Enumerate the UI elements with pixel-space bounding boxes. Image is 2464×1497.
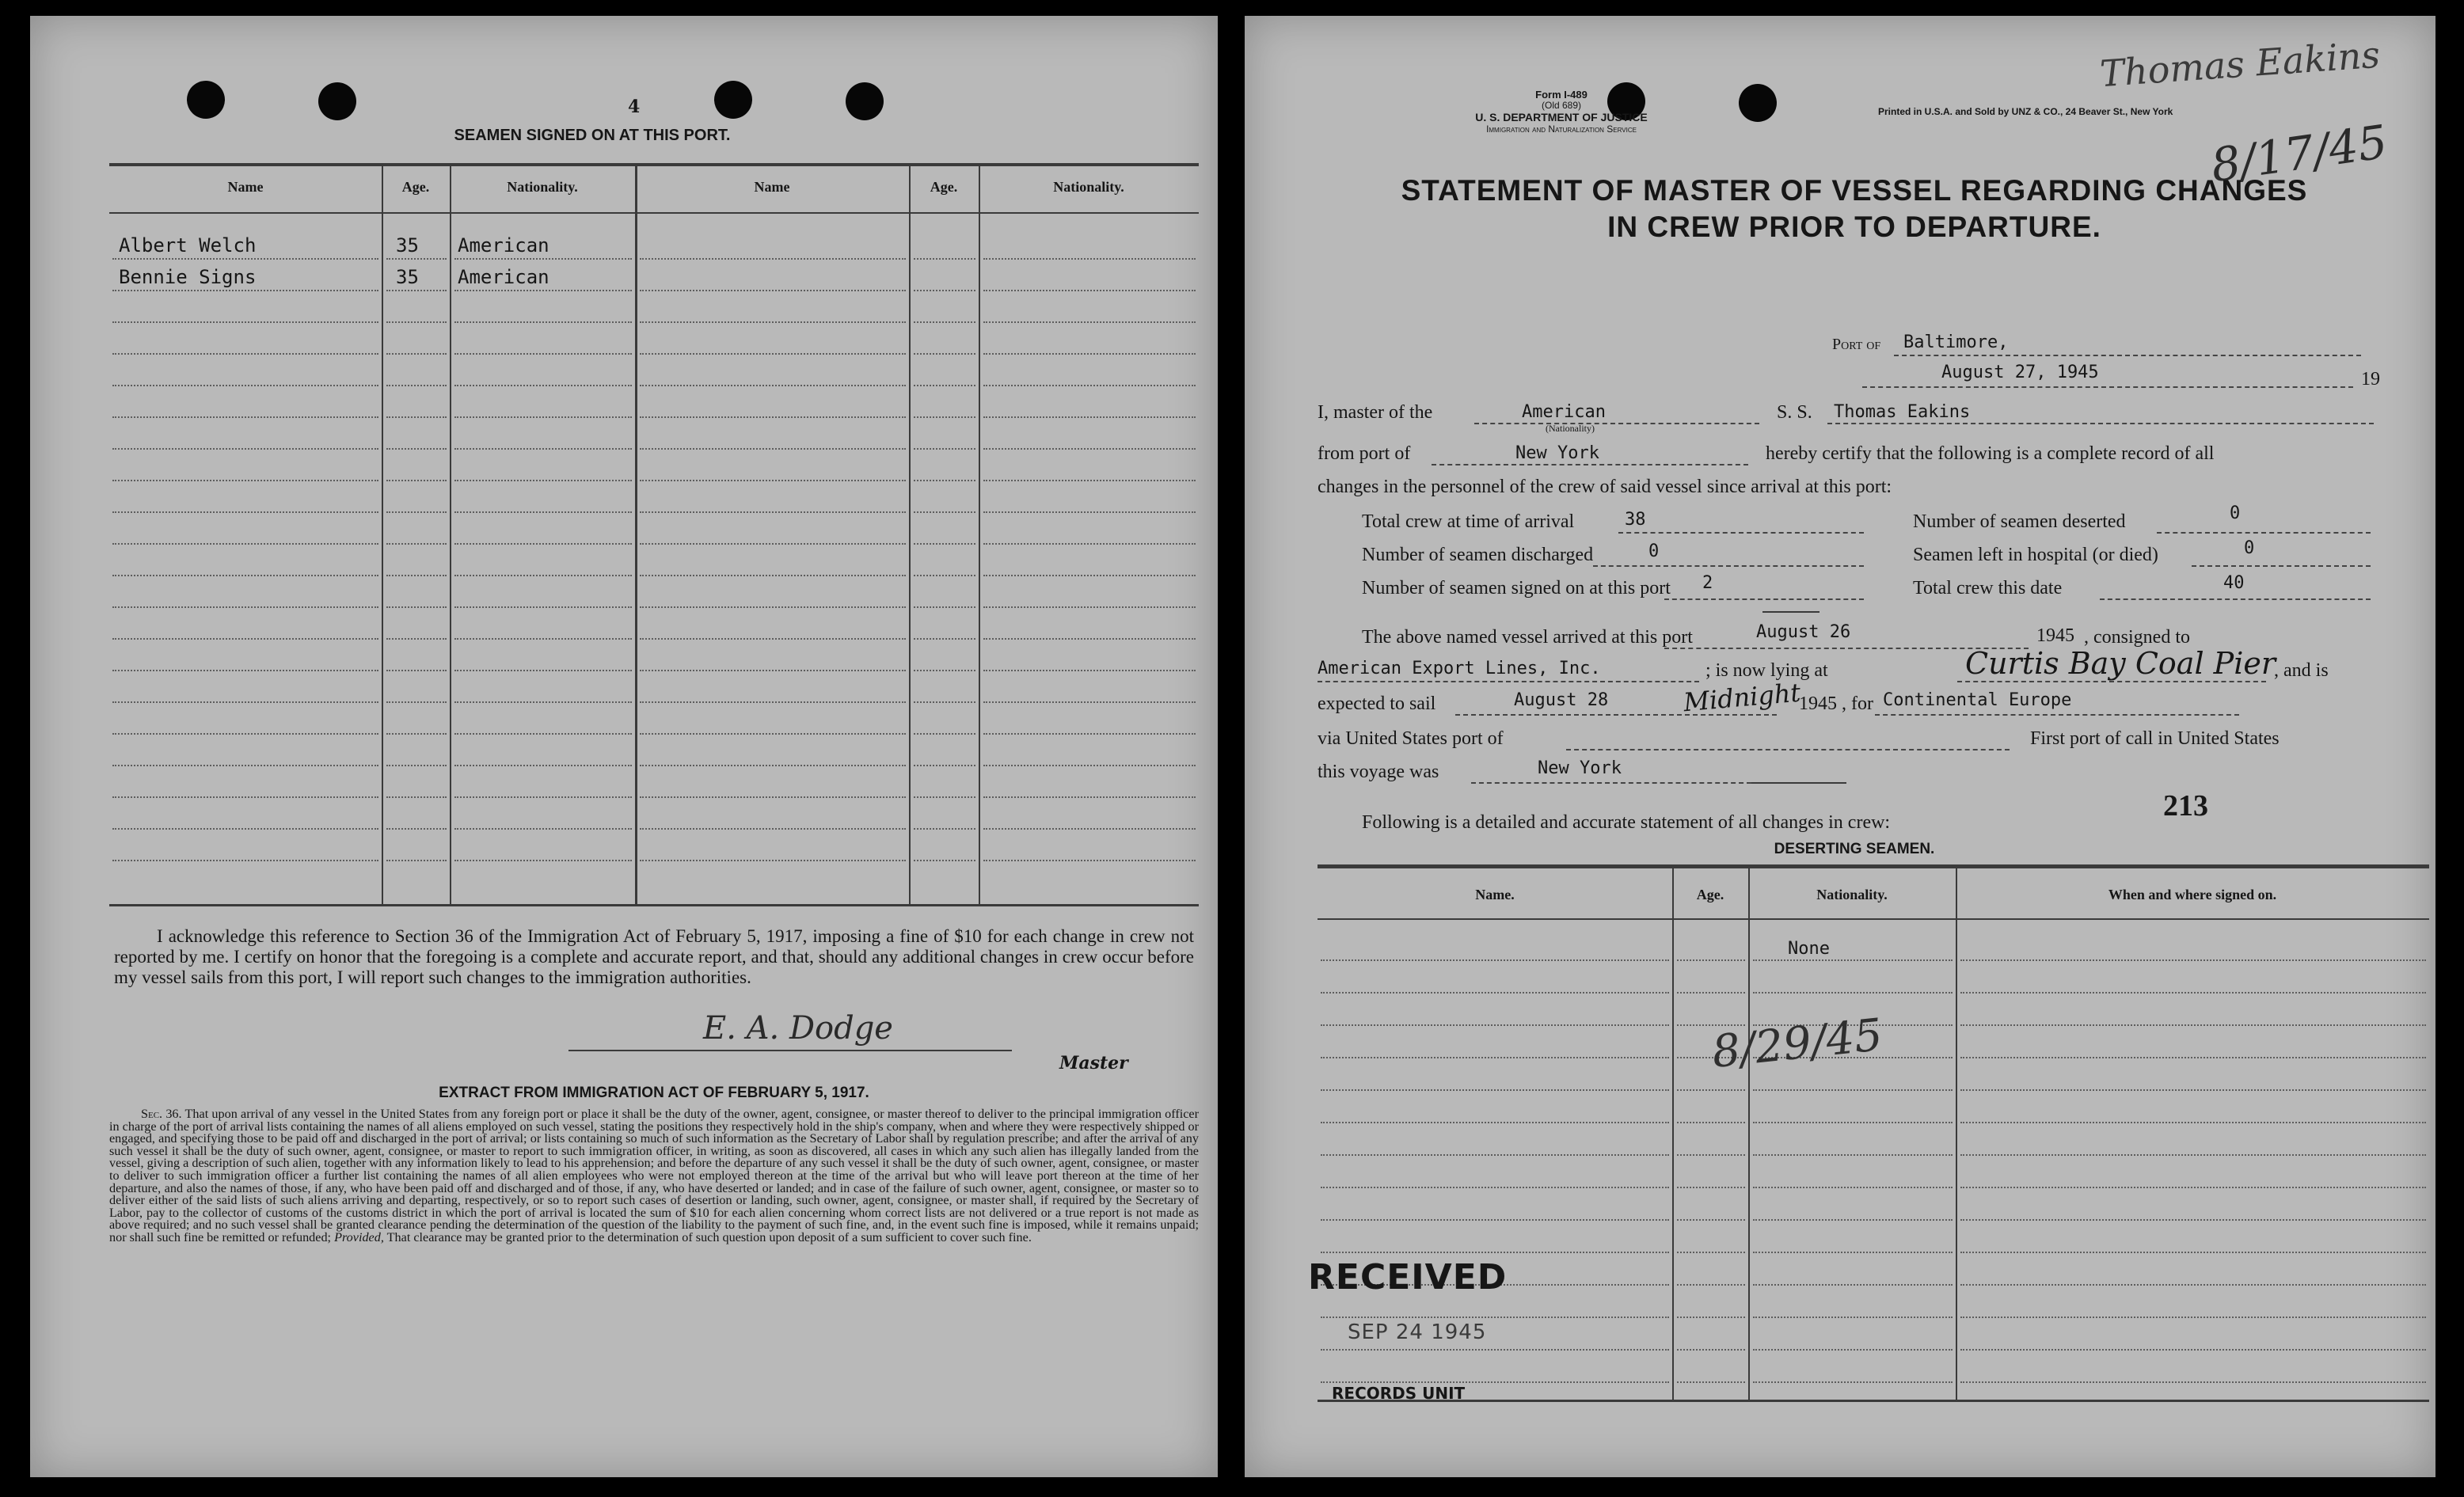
row-rule: [454, 670, 632, 671]
desert-bottom-rule: [1318, 1400, 2429, 1402]
certify-text: hereby certify that the following is a complete record of all: [1766, 443, 2215, 464]
row-rule: [386, 258, 447, 260]
via-label: via United States port of: [1318, 728, 1504, 749]
total-crew-arrival: 38: [1625, 510, 1646, 530]
row-rule: [914, 701, 975, 703]
master-label: Master: [1059, 1053, 1128, 1073]
sail-date: August 28: [1514, 690, 1609, 710]
deserted-fill: [2157, 532, 2371, 534]
discharged-fill: [1593, 565, 1864, 567]
row-rule: [112, 701, 378, 703]
punch-hole: [714, 81, 752, 119]
row-rule: [640, 258, 906, 260]
row-rule: [454, 448, 632, 450]
row-rule: [386, 480, 447, 481]
row-rule: [914, 796, 975, 798]
row-rule: [640, 606, 906, 608]
row-rule: [983, 416, 1196, 418]
row-rule: [1753, 1317, 1953, 1318]
desert-header-rule: [1318, 918, 2429, 920]
row-rule: [983, 701, 1196, 703]
port-fill: [1894, 355, 2361, 356]
row-rule: [1677, 1252, 1745, 1253]
section-36-text: [109, 1108, 1199, 1244]
section-36-label: Sec. 36.: [141, 1107, 182, 1121]
row-rule: [112, 765, 378, 766]
header-nationality-2: Nationality.: [1053, 179, 1124, 195]
row-rule: [454, 543, 632, 545]
row-rule: [1753, 1219, 1953, 1221]
row-rule: [454, 511, 632, 513]
row-2-age: 35: [396, 266, 419, 288]
desert-header-signed-on: When and where signed on.: [2108, 887, 2277, 902]
row-rule: [1960, 1219, 2426, 1221]
signed-on-label: Number of seamen signed on at this port: [1362, 578, 1671, 598]
row-rule: [914, 385, 975, 386]
row-rule: [914, 353, 975, 355]
year-label: 19: [2361, 369, 2380, 389]
row-rule: [112, 511, 378, 513]
row-rule: [1753, 959, 1953, 961]
row-rule: [454, 765, 632, 766]
row-rule: [640, 860, 906, 861]
row-rule: [983, 321, 1196, 323]
row-rule: [640, 385, 906, 386]
deserting-title: DESERTING SEAMEN.: [1774, 841, 1935, 857]
port-value: Baltimore,: [1903, 332, 2009, 352]
row-1-nationality: American: [458, 234, 549, 256]
row-rule: [112, 480, 378, 481]
row-rule: [914, 543, 975, 545]
master-signature: E. A. Dodge: [703, 1010, 893, 1047]
row-rule: [640, 670, 906, 671]
service: Immigration and Naturalization Service: [1486, 123, 1637, 135]
sail-time-handwritten: Midnight: [1682, 677, 1802, 718]
from-port-fill: [1432, 464, 1748, 465]
row-rule: [386, 701, 447, 703]
header-name: Name: [227, 179, 264, 195]
row-2-name: Bennie Signs: [119, 266, 257, 288]
header-age-2: Age.: [930, 179, 958, 195]
row-rule: [454, 385, 632, 386]
desert-col-divider: [1748, 868, 1750, 1400]
row-rule: [640, 796, 906, 798]
row-rule: [112, 860, 378, 861]
form-number: Form I-489: [1535, 89, 1588, 101]
this-voyage-label: this voyage was: [1318, 762, 1439, 782]
row-rule: [914, 290, 975, 291]
changes-text: changes in the personnel of the crew of said vessel since arrival at this port:: [1318, 477, 1892, 497]
row-rule: [386, 733, 447, 735]
row-rule: [640, 765, 906, 766]
row-rule: [1677, 1154, 1745, 1156]
row-rule: [983, 638, 1196, 640]
row-rule: [1753, 1349, 1953, 1351]
row-rule: [1960, 959, 2426, 961]
row-rule: [1321, 1187, 1669, 1188]
row-rule: [386, 511, 447, 513]
row-rule: [454, 416, 632, 418]
row-rule: [983, 448, 1196, 450]
via-fill: [1566, 749, 2010, 750]
row-rule: [1321, 959, 1669, 961]
row-rule: [983, 290, 1196, 291]
deserted-label: Number of seamen deserted: [1913, 511, 2126, 532]
header-nationality: Nationality.: [507, 179, 578, 195]
row-rule: [1960, 1252, 2426, 1253]
row-rule: [112, 448, 378, 450]
row-rule: [640, 701, 906, 703]
row-rule: [1960, 992, 2426, 994]
row-rule: [1960, 1381, 2426, 1383]
row-rule: [1321, 1381, 1669, 1383]
desert-col-divider: [1672, 868, 1674, 1400]
handwritten-ship-name: Thomas Eakins: [2098, 32, 2382, 96]
row-rule: [386, 670, 447, 671]
deserted-count: 0: [2230, 503, 2241, 523]
row-rule: [1677, 1219, 1745, 1221]
row-rule: [914, 828, 975, 830]
signed-on-fill: [1664, 598, 1864, 600]
master-of-label: I, master of the: [1318, 402, 1433, 423]
row-rule: [1677, 1122, 1745, 1123]
row-rule: [640, 638, 906, 640]
consignee: American Export Lines, Inc.: [1318, 659, 1601, 678]
section-36-body: That upon arrival of any vessel in the United States from any foreign port or place it shall be the duty of the owner, agent, consignee, or master thereof to deliver to the principal immigration officer in charge of the port of arrival lists containing the names of all aliens employed on such vessel, stating the positions they respectively hold in the ship's company, when and where they were respectively shipped or engaged, and specifying those to be paid off and discharged in the port of arrival; or lists containing so much of such information as the Secretary of Labor shall by regulation prescribe; and after the arrival of any such vessel it shall be the duty of such owner, agent, consignee, or master to report to such immigration officer, in writing, as soon as discovered, all cases in which any such alien has illegally landed from the vessel, giving a description of such alien, together with any information likely to lead to his apprehension; and before the departure of any such vessel it shall be the duty of such owner, agent, consignee, or master to deliver to such immigration officer a further list containing the names of all alien employees who were not employed thereon at the time of the arrival but who will leave port thereon at the time of her departure, and also the names of those, if any, who have been paid off and discharged and of those, if any, who have deserted or landed; and in case of the failure of such owner, agent, consignee, or master so to deliver either of the said lists of such aliens arriving and departing, respectively, or so to report such cases of desertion or landing, such owner, agent, consignee, or master shall, if required by the Secretary of Labor, pay to the collector of customs of the customs district in which the port of arrival is located the sum of $10 for each alien concerning whom correct lists are not delivered or a true report is not made as above required; and no such vessel shall be granted clearance pending the determination of the question of the liability to the payment of such fine, and, in the event such fine is imposed, while it remains unpaid; nor shall such fine be remitted or refunded;: [109, 1107, 1199, 1244]
row-rule: [983, 670, 1196, 671]
row-rule: [112, 543, 378, 545]
row-rule: [1960, 1284, 2426, 1286]
row-rule: [983, 828, 1196, 830]
page-number: 4: [628, 97, 641, 117]
punch-hole: [187, 81, 225, 119]
row-rule: [914, 416, 975, 418]
signed-on-count: 2: [1702, 573, 1713, 593]
from-port-value: New York: [1515, 443, 1599, 463]
row-rule: [386, 290, 447, 291]
row-rule: [386, 765, 447, 766]
col-divider: [382, 165, 383, 904]
header-rule: [109, 212, 1199, 214]
row-rule: [1677, 1349, 1745, 1351]
arrived-label: The above named vessel arrived at this port: [1362, 627, 1693, 648]
row-rule: [1753, 1187, 1953, 1188]
form-title-line-2: IN CREW PRIOR TO DEPARTURE.: [1607, 211, 2101, 243]
nationality-caption: (Nationality): [1546, 423, 1595, 434]
row-1-name: Albert Welch: [119, 234, 257, 256]
destination-fill: [1875, 714, 2239, 716]
punch-hole: [846, 82, 884, 120]
row-rule: [914, 765, 975, 766]
row-rule: [454, 860, 632, 861]
row-rule: [1960, 1089, 2426, 1091]
row-rule: [640, 828, 906, 830]
desert-header-name: Name.: [1475, 887, 1515, 902]
row-rule: [1321, 1219, 1669, 1221]
row-rule: [454, 258, 632, 260]
section-title: SEAMEN SIGNED ON AT THIS PORT.: [454, 127, 731, 144]
this-voyage-value: New York: [1538, 758, 1622, 778]
row-rule: [112, 828, 378, 830]
row-rule: [386, 353, 447, 355]
row-rule: [1753, 992, 1953, 994]
row-rule: [454, 828, 632, 830]
row-rule: [914, 575, 975, 576]
row-rule: [1677, 992, 1745, 994]
row-rule: [983, 480, 1196, 481]
row-rule: [1321, 1122, 1669, 1123]
table-top-rule: [109, 163, 1199, 166]
total-crew-arrival-fill: [1618, 532, 1864, 534]
row-rule: [112, 290, 378, 291]
pier-fill: [1957, 681, 2266, 682]
row-rule: [983, 353, 1196, 355]
row-rule: [112, 385, 378, 386]
discharged-count: 0: [1648, 541, 1660, 561]
table-bottom-rule: [109, 904, 1199, 906]
row-rule: [640, 290, 906, 291]
row-rule: [914, 670, 975, 671]
desert-header-age: Age.: [1696, 887, 1724, 902]
row-rule: [112, 416, 378, 418]
handwritten-date: 8/17/45: [2207, 114, 2391, 193]
row-rule: [454, 353, 632, 355]
row-rule: [386, 321, 447, 323]
form-old-number: (Old 689): [1541, 100, 1582, 111]
row-rule: [386, 638, 447, 640]
total-crew-date-label: Total crew this date: [1913, 578, 2063, 598]
row-rule: [386, 448, 447, 450]
row-rule: [386, 416, 447, 418]
row-rule: [983, 796, 1196, 798]
hospital-fill: [2192, 565, 2371, 567]
printer-note: Printed in U.S.A. and Sold by UNZ & CO., 24 Beaver St., New York: [1878, 106, 2173, 117]
discharged-label: Number of seamen discharged: [1362, 545, 1594, 565]
row-1-age: 35: [396, 234, 419, 256]
and-is-label: , and is: [2274, 660, 2329, 681]
row-rule: [386, 796, 447, 798]
handwritten-table-date: 8/29/45: [1709, 1009, 1885, 1079]
date-fill: [1862, 386, 2353, 388]
row-rule: [1321, 1317, 1669, 1318]
port-label: Port of: [1832, 336, 1881, 353]
hospital-label: Seamen left in hospital (or died): [1913, 545, 2158, 565]
row-rule: [1677, 1187, 1745, 1188]
row-rule: [1960, 1187, 2426, 1188]
row-rule: [1321, 1057, 1669, 1058]
row-rule: [112, 353, 378, 355]
row-rule: [386, 543, 447, 545]
row-rule: [914, 321, 975, 323]
row-rule: [1753, 1284, 1953, 1286]
row-rule: [1960, 1122, 2426, 1123]
row-rule: [914, 480, 975, 481]
row-rule: [112, 796, 378, 798]
destination: Continental Europe: [1883, 690, 2072, 710]
received-date-stamp: SEP 24 1945: [1348, 1320, 1487, 1344]
row-rule: [386, 828, 447, 830]
row-rule: [983, 765, 1196, 766]
row-rule: [454, 733, 632, 735]
stamp-number: 213: [2163, 789, 2208, 823]
total-crew-date: 40: [2223, 573, 2245, 593]
row-rule: [1960, 1317, 2426, 1318]
row-rule: [983, 733, 1196, 735]
row-rule: [1677, 1089, 1745, 1091]
total-crew-arrival-label: Total crew at time of arrival: [1362, 511, 1575, 532]
row-rule: [1677, 1284, 1745, 1286]
row-rule: [386, 606, 447, 608]
ss-label: S. S.: [1777, 402, 1812, 423]
pier-handwritten: Curtis Bay Coal Pier: [1965, 646, 2276, 681]
for-label: , for: [1842, 693, 1873, 714]
row-rule: [112, 575, 378, 576]
row-rule: [1321, 992, 1669, 994]
row-rule: [983, 543, 1196, 545]
row-rule: [1753, 1122, 1953, 1123]
desert-top-rule: [1318, 864, 2429, 868]
this-voyage-fill: [1471, 782, 1751, 784]
row-rule: [983, 385, 1196, 386]
desert-header-nationality: Nationality.: [1816, 887, 1888, 902]
row-rule: [914, 860, 975, 861]
section-36-end: That clearance may be granted prior to the determination of such question upon deposit of a sum sufficient to cover such fine.: [386, 1229, 1032, 1244]
row-rule: [386, 385, 447, 386]
nationality-fill: [1474, 423, 1759, 424]
col-divider: [909, 165, 911, 904]
row-2-nationality: American: [458, 266, 549, 288]
punch-hole: [1739, 84, 1777, 122]
row-rule: [914, 258, 975, 260]
arrived-year: 1945: [2036, 625, 2074, 646]
ship-name: Thomas Eakins: [1834, 402, 1971, 422]
section-36-proviso: Provided,: [334, 1229, 384, 1244]
row-rule: [983, 511, 1196, 513]
department: U. S. DEPARTMENT OF JUSTICE: [1475, 111, 1648, 123]
header-age: Age.: [401, 179, 430, 195]
col-divider: [635, 165, 637, 904]
signature-rule: [568, 1050, 1012, 1051]
consigned-label: , consigned to: [2084, 627, 2190, 648]
row-rule: [386, 575, 447, 576]
acknowledgement-text: I acknowledge this reference to Section 36 of the Immigration Act of February 5, 1917, imposing a fine of $10 for each change in crew not reported by me. I certify on honor that the foregoing is a complete and accurate report, and that, should any additional changes in crew occur before my vessel sails from this port, I will report such changes to the immigration authorities.: [114, 926, 1194, 987]
row-rule: [983, 606, 1196, 608]
desert-none-entry: None: [1788, 939, 1830, 959]
extract-title: EXTRACT FROM IMMIGRATION ACT OF FEBRUARY 5, 1917.: [439, 1085, 869, 1101]
row-rule: [1321, 1154, 1669, 1156]
row-rule: [983, 860, 1196, 861]
row-rule: [454, 480, 632, 481]
row-rule: [1677, 1381, 1745, 1383]
sail-year: 1945: [1799, 693, 1837, 714]
row-rule: [640, 480, 906, 481]
sail-fill: [1455, 714, 1777, 716]
following-text: Following is a detailed and accurate statement of all changes in crew:: [1362, 812, 1891, 833]
row-rule: [1753, 1154, 1953, 1156]
row-rule: [640, 733, 906, 735]
row-rule: [1960, 1057, 2426, 1058]
row-rule: [983, 575, 1196, 576]
row-rule: [1321, 1252, 1669, 1253]
row-rule: [454, 701, 632, 703]
hospital-count: 0: [2244, 538, 2255, 558]
row-rule: [640, 575, 906, 576]
form-title-line-1: STATEMENT OF MASTER OF VESSEL REGARDING CHANGES: [1401, 174, 2308, 207]
row-rule: [112, 258, 378, 260]
row-rule: [640, 448, 906, 450]
right-page: [1245, 16, 2435, 1477]
row-rule: [983, 258, 1196, 260]
row-rule: [1753, 1089, 1953, 1091]
row-rule: [1321, 1024, 1669, 1026]
voyage-end-rule: [1751, 782, 1846, 784]
lying-at-label: ; is now lying at: [1705, 660, 1828, 681]
total-crew-date-fill: [2100, 598, 2371, 600]
col-divider: [979, 165, 980, 904]
row-rule: [112, 733, 378, 735]
row-rule: [454, 606, 632, 608]
underline-mark: [1762, 611, 1819, 613]
row-rule: [914, 448, 975, 450]
row-rule: [1753, 1381, 1953, 1383]
row-rule: [914, 606, 975, 608]
row-rule: [1677, 1317, 1745, 1318]
row-rule: [454, 290, 632, 291]
row-rule: [914, 733, 975, 735]
row-rule: [1753, 1252, 1953, 1253]
row-rule: [454, 575, 632, 576]
left-page: [30, 16, 1218, 1477]
col-divider: [450, 165, 451, 904]
desert-col-divider: [1956, 868, 1957, 1400]
row-rule: [112, 670, 378, 671]
row-rule: [454, 638, 632, 640]
row-rule: [454, 796, 632, 798]
row-rule: [640, 321, 906, 323]
row-rule: [112, 638, 378, 640]
row-rule: [386, 860, 447, 861]
received-stamp: RECEIVED: [1308, 1257, 1508, 1298]
row-rule: [1677, 959, 1745, 961]
expected-label: expected to sail: [1318, 693, 1436, 714]
row-rule: [914, 511, 975, 513]
row-rule: [640, 416, 906, 418]
row-rule: [914, 638, 975, 640]
row-rule: [1960, 1154, 2426, 1156]
row-rule: [112, 321, 378, 323]
from-port-label: from port of: [1318, 443, 1411, 464]
header-name-2: Name: [754, 179, 790, 195]
row-rule: [1321, 1349, 1669, 1351]
arrived-value: August 26: [1756, 622, 1851, 642]
row-rule: [640, 353, 906, 355]
date-value: August 27, 1945: [1941, 363, 2099, 382]
row-rule: [1321, 1089, 1669, 1091]
nationality-value: American: [1522, 402, 1606, 422]
row-rule: [640, 543, 906, 545]
row-rule: [454, 321, 632, 323]
row-rule: [1960, 1349, 2426, 1351]
row-rule: [112, 606, 378, 608]
ship-fill: [1827, 423, 2374, 424]
punch-hole: [318, 82, 356, 120]
row-rule: [1960, 1024, 2426, 1026]
records-unit-stamp: RECORDS UNIT: [1332, 1384, 1466, 1403]
consignee-fill: [1318, 681, 1699, 682]
row-rule: [640, 511, 906, 513]
first-port-label: First port of call in United States: [2030, 728, 2280, 749]
